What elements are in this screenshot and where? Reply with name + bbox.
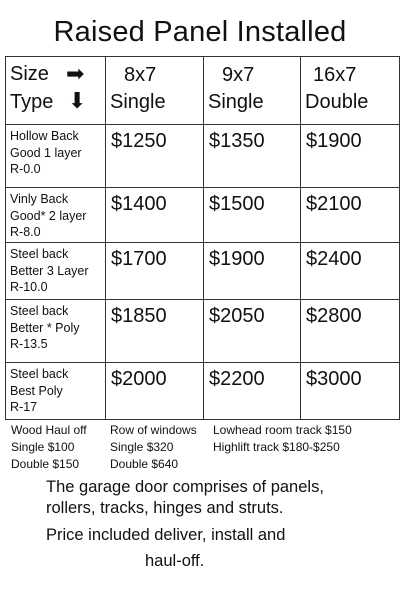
row-header — [6, 243, 106, 300]
row-line: R-0.0 — [10, 162, 41, 176]
row-line: R-8.0 — [10, 225, 41, 239]
row-line: Better * Poly — [10, 320, 80, 335]
column-header — [204, 57, 301, 125]
note-line: Single $100 — [11, 440, 75, 454]
row-line: Steel back — [10, 304, 69, 318]
note-line: Wood Haul off — [11, 423, 87, 437]
type-label: Type — [10, 91, 54, 113]
price-cell: $1700 — [106, 243, 204, 300]
table-row — [6, 125, 400, 188]
row-line: Better 3 Layer — [10, 263, 89, 278]
price-cell: $2000 — [106, 363, 204, 420]
row-line: Good* 2 layer — [10, 208, 87, 223]
price-cell: $2800 — [301, 300, 400, 363]
row-line: Steel back — [10, 367, 69, 381]
price-cell: $1400 — [106, 188, 204, 243]
row-line: Good 1 layer — [10, 145, 82, 160]
table-row — [6, 188, 400, 243]
row-line: R-17 — [10, 400, 38, 414]
column-kind: Single — [208, 91, 264, 113]
note-line: Single $320 — [110, 440, 174, 454]
right-arrow-icon: ➡ — [66, 61, 85, 86]
size-label: Size — [10, 63, 49, 85]
row-header — [6, 188, 106, 243]
price-cell: $3000 — [301, 363, 400, 420]
note-line: Double $640 — [110, 457, 179, 471]
column-size: 9x7 — [222, 64, 255, 86]
price-cell: $1900 — [204, 243, 301, 300]
description-line: The garage door comprises of panels, — [46, 478, 324, 496]
price-note-line: Price included deliver, install and — [46, 526, 286, 544]
table-row — [6, 300, 400, 363]
price-note-line: haul-off. — [145, 552, 205, 570]
row-header — [6, 363, 106, 420]
price-cell: $2200 — [204, 363, 301, 420]
row-header — [6, 125, 106, 188]
header-row — [6, 57, 400, 125]
column-kind: Single — [110, 91, 166, 113]
price-table — [5, 56, 400, 420]
price-cell: $1900 — [301, 125, 400, 188]
note-line: Double $150 — [11, 457, 80, 471]
price-cell: $2050 — [204, 300, 301, 363]
row-line: Vinly Back — [10, 192, 69, 206]
note-line: Row of windows — [110, 423, 197, 437]
row-line: Hollow Back — [10, 129, 79, 143]
table-row — [6, 363, 400, 420]
row-line: R-10.0 — [10, 280, 48, 294]
down-arrow-icon: ⬇ — [68, 88, 87, 113]
price-cell: $1500 — [204, 188, 301, 243]
price-cell: $2100 — [301, 188, 400, 243]
price-cell: $1850 — [106, 300, 204, 363]
windows-note — [110, 422, 197, 473]
row-line: R-13.5 — [10, 337, 48, 351]
row-line: Steel back — [10, 247, 69, 261]
price-cell: $1250 — [106, 125, 204, 188]
description-line: rollers, tracks, hinges and struts. — [46, 499, 284, 517]
note-line: Lowhead room track $150 — [213, 423, 352, 437]
page-title: Raised Panel Installed — [53, 16, 347, 48]
note-line: Highlift track $180-$250 — [213, 440, 340, 454]
column-size: 8x7 — [124, 64, 157, 86]
row-header — [6, 300, 106, 363]
price-cell: $1350 — [204, 125, 301, 188]
corner-cell — [6, 57, 106, 125]
row-line: Best Poly — [10, 383, 63, 398]
table-row — [6, 243, 400, 300]
haul-off-note — [11, 422, 87, 473]
column-kind: Double — [305, 91, 369, 113]
column-header — [106, 57, 204, 125]
column-header — [301, 57, 400, 125]
column-size: 16x7 — [313, 64, 357, 86]
price-cell: $2400 — [301, 243, 400, 300]
track-note — [213, 422, 352, 456]
